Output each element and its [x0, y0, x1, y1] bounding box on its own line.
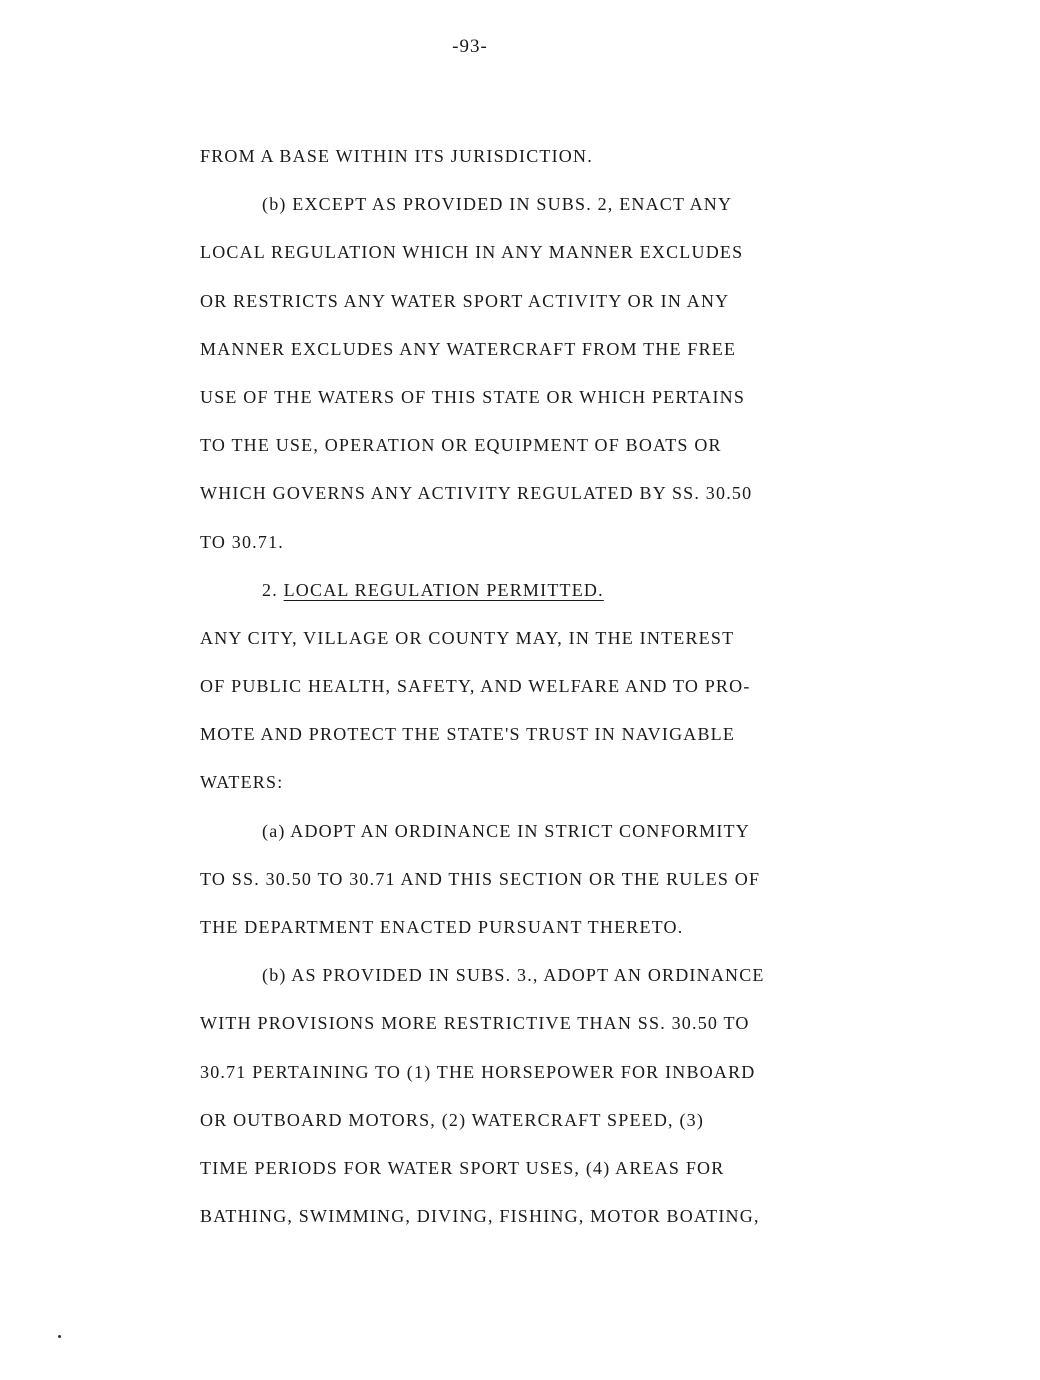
page-number: -93- [452, 36, 488, 57]
text-line: WATERS: [200, 772, 284, 793]
text-line: TO SS. 30.50 TO 30.71 AND THIS SECTION OR THE RULES OF [200, 868, 761, 889]
text-line: WHICH GOVERNS ANY ACTIVITY REGULATED BY SS. 30.50 [200, 483, 753, 504]
text-line: TO 30.71. [200, 531, 284, 552]
section-title: LOCAL REGULATION PERMITTED. [283, 579, 604, 600]
text-line: MANNER EXCLUDES ANY WATERCRAFT FROM THE FREE [200, 338, 737, 359]
text-line: OF PUBLIC HEALTH, SAFETY, AND WELFARE AND TO PRO- [200, 676, 751, 697]
text-line: TIME PERIODS FOR WATER SPORT USES, (4) AREAS FOR [200, 1157, 725, 1178]
text-line: (b) AS PROVIDED IN SUBS. 3., ADOPT AN ORDINANCE [262, 965, 765, 986]
text-line: OR RESTRICTS ANY WATER SPORT ACTIVITY OR IN ANY [200, 290, 730, 311]
document-body [200, 140, 900, 1248]
text-line: LOCAL REGULATION WHICH IN ANY MANNER EXCLUDES [200, 242, 744, 263]
text-line: BATHING, SWIMMING, DIVING, FISHING, MOTOR BOATING, [200, 1206, 760, 1227]
text-line: (a) ADOPT AN ORDINANCE IN STRICT CONFORMITY [262, 820, 750, 841]
text-line: WITH PROVISIONS MORE RESTRICTIVE THAN SS. 30.50 TO [200, 1013, 750, 1034]
scan-speck [58, 1335, 61, 1338]
text-line: FROM A BASE WITHIN ITS JURISDICTION. [200, 146, 593, 166]
text-line: ANY CITY, VILLAGE OR COUNTY MAY, IN THE INTEREST [200, 627, 735, 648]
text-line: THE DEPARTMENT ENACTED PURSUANT THERETO. [200, 917, 684, 937]
text-line: MOTE AND PROTECT THE STATE'S TRUST IN NAVIGABLE [200, 724, 736, 745]
text-line: TO THE USE, OPERATION OR EQUIPMENT OF BOATS OR [200, 435, 722, 456]
section-number: 2. [262, 579, 278, 600]
text-line: 30.71 PERTAINING TO (1) THE HORSEPOWER FOR INBOARD [200, 1061, 756, 1082]
text-line: OR OUTBOARD MOTORS, (2) WATERCRAFT SPEED, (3) [200, 1109, 705, 1130]
section-heading [200, 574, 900, 622]
text-line: USE OF THE WATERS OF THIS STATE OR WHICH PERTAINS [200, 386, 746, 407]
text-line: (b) EXCEPT AS PROVIDED IN SUBS. 2, ENACT ANY [262, 194, 733, 215]
